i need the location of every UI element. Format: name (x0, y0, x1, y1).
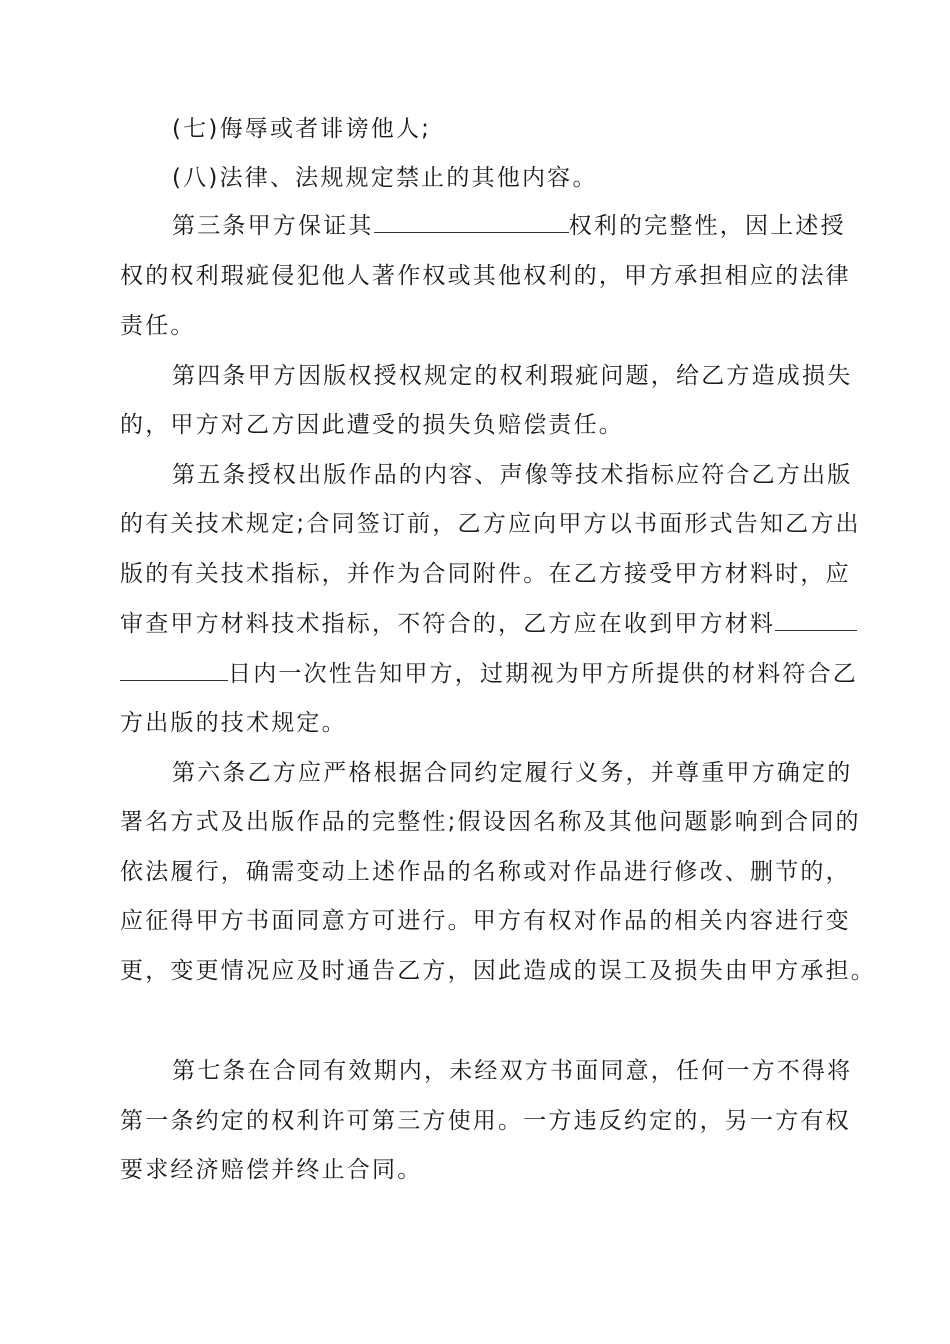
article-3-text-b: 权利的完整性，因上述授 (568, 213, 846, 239)
article-6-line-5: 更，变更情况应及时通告乙方，因此造成的误工及损失由甲方承担。 (120, 958, 876, 984)
blank-underline (775, 610, 857, 631)
article-3-line-3: 责任。 (120, 313, 196, 339)
article-5-line-6: 方出版的技术规定。 (120, 710, 347, 736)
article-5-text-b: 日内一次性告知甲方，过期视为甲方所提供的材料符合乙 (228, 661, 858, 687)
article-5-line-3: 版的有关技术指标，并作为合同附件。在乙方接受甲方材料时，应 (120, 561, 851, 587)
article-3-line-1 (172, 212, 846, 240)
article-3-text-a: 第三条甲方保证其 (172, 213, 374, 239)
article-5-line-2: 的有关技术规定;合同签订前，乙方应向甲方以书面形式告知乙方出 (120, 511, 861, 537)
article-5-line-4 (120, 610, 857, 638)
article-7-line-2: 第一条约定的权利许可第三方使用。一方违反约定的，另一方有权 (120, 1108, 851, 1134)
article-6-line-4: 应征得甲方书面同意方可进行。甲方有权对作品的相关内容进行变 (120, 908, 851, 934)
blank-underline (120, 660, 228, 681)
article-4-line-1: 第四条甲方因版权授权规定的权利瑕疵问题，给乙方造成损失 (172, 363, 853, 389)
blank-underline (374, 212, 569, 233)
article-5-text-a: 审查甲方材料技术指标，不符合的，乙方应在收到甲方材料 (120, 611, 776, 637)
article-6-line-1: 第六条乙方应严格根据合同约定履行义务，并尊重甲方确定的 (172, 760, 853, 786)
article-7-line-3: 要求经济赔偿并终止合同。 (120, 1157, 423, 1183)
article-5-line-1: 第五条授权出版作品的内容、声像等技术指标应符合乙方出版 (172, 462, 853, 488)
list-item: (七)侮辱或者诽谤他人; (172, 116, 432, 142)
article-7-line-1: 第七条在合同有效期内，未经双方书面同意，任何一方不得将 (172, 1058, 853, 1084)
article-4-line-2: 的，甲方对乙方因此遭受的损失负赔偿责任。 (120, 412, 624, 438)
article-6-line-2: 署名方式及出版作品的完整性;假设因名称及其他问题影响到合同的 (120, 809, 861, 835)
article-3-line-2: 权的权利瑕疵侵犯他人著作权或其他权利的，甲方承担相应的法律 (120, 263, 851, 289)
list-item: (八)法律、法规规定禁止的其他内容。 (172, 165, 598, 191)
article-5-line-5 (120, 660, 858, 688)
article-6-line-3: 依法履行，确需变动上述作品的名称或对作品进行修改、删节的， (120, 859, 851, 885)
